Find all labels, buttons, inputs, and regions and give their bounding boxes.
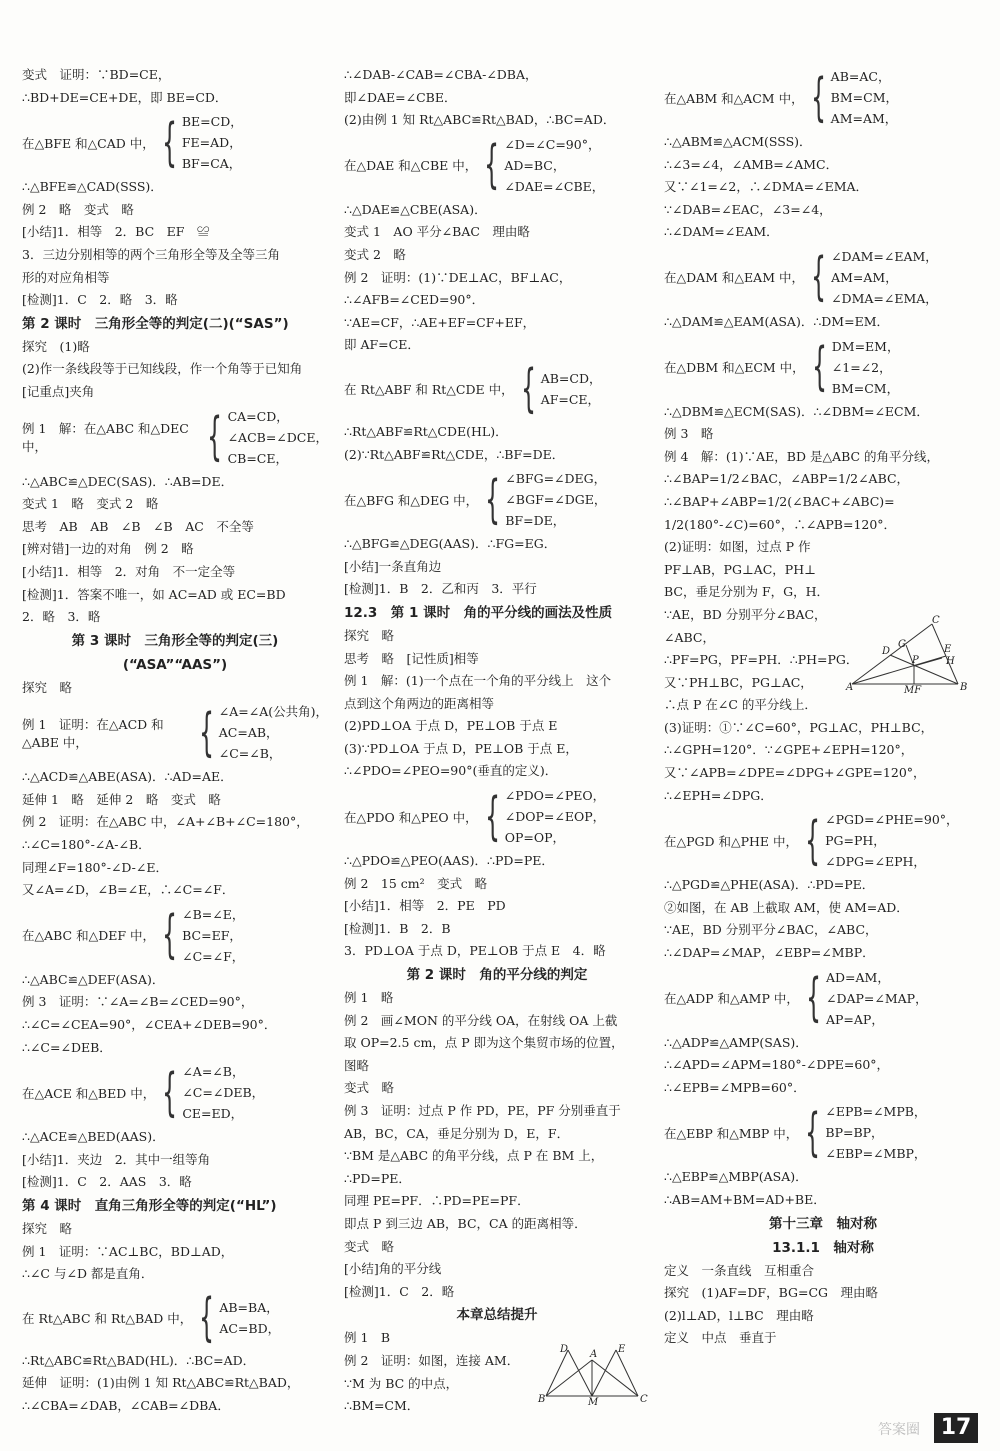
- text-line: 同理 PE=PF．∴PD=PE=PF．: [344, 1193, 530, 1209]
- brace-icon: {: [162, 905, 178, 966]
- system-intro: 在△BFE 和△CAD 中，: [22, 135, 155, 151]
- text-line: ∴PF=PG，PF=PH．∴PH=PG．: [664, 652, 859, 668]
- section-heading: 第 2 课时 三角形全等的判定(二)(“SAS”): [22, 315, 289, 332]
- system-line: AF=CE，: [540, 391, 601, 407]
- svg-text:C: C: [932, 615, 940, 626]
- text-line: ∴∠EPH=∠DPG．: [664, 787, 773, 803]
- system-intro: 在△ABC 和△DEF 中，: [22, 928, 156, 944]
- text-line: ∴△DAM≌△EAM(ASA)．∴DM=EM．: [664, 313, 889, 329]
- system-line: BM=CM，: [831, 380, 900, 396]
- text-line: 变式 证明：∵BD=CE，: [22, 67, 171, 82]
- text-line: 3．三边分别相等的两个三角形全等及全等三角: [22, 246, 280, 262]
- text-line: 又∵PH⊥BC，PG⊥AC，: [664, 674, 813, 690]
- equation-system: [22, 406, 328, 469]
- svg-text:MF: MF: [904, 685, 922, 696]
- system-line: ∠A=∠A(公共角)，: [218, 704, 328, 720]
- text-line: 例 3 证明：∵∠A=∠B=∠CED=90°，: [22, 994, 254, 1010]
- text-line: 例 2 15 cm² 变式 略: [344, 875, 488, 891]
- text-line: 例 2 证明：如图，连接 AM．: [344, 1352, 520, 1368]
- system-intro: 在△ADP 和△AMP 中，: [664, 991, 799, 1007]
- text-line: ∴△ABM≌△ACM(SSS)．: [664, 134, 812, 149]
- equation-system: [664, 967, 982, 1030]
- equation-system: [664, 809, 982, 872]
- brace-icon: {: [805, 810, 821, 871]
- text-line: [小结]1．相等 2．BC EF ≌: [22, 224, 210, 240]
- system-line: ∠D=∠C=90°，: [504, 136, 601, 152]
- svg-text:B: B: [960, 682, 968, 693]
- text-line: ∴△ACD≌△ABE(ASA)．∴AD=AE．: [22, 769, 233, 785]
- system-line: ∠DAE=∠CBE，: [504, 178, 605, 194]
- text-line: 即∠DAE=∠CBE．: [344, 89, 457, 105]
- section-heading: 本章总结提升: [456, 1307, 538, 1324]
- brace-icon: {: [199, 1287, 215, 1348]
- text-line: ∴∠C=∠DEB．: [22, 1039, 112, 1055]
- text-line: 3．PD⊥OA 于点 D，PE⊥OB 于点 E 4．略: [344, 943, 606, 959]
- text-line: 变式 略: [344, 1238, 395, 1254]
- text-line: 变式 略: [344, 1080, 395, 1096]
- text-line: [小结]一条直角边: [344, 558, 442, 574]
- text-line: ∴点 P 在∠C 的平分线上．: [664, 697, 817, 713]
- text-line: ∴∠APD=∠APM=180°-∠DPE=60°，: [664, 1057, 890, 1073]
- triangle-figure-bdec: [538, 1344, 648, 1406]
- system-line: AM=AM，: [831, 269, 898, 285]
- text-line: 探究 (1)AF=DF，BG=CG 理由略: [664, 1285, 879, 1301]
- system-intro: 在△DBM 和△ECM 中，: [664, 360, 805, 376]
- text-line: 例 2 证明：(1)∵DE⊥AC，BF⊥AC，: [344, 269, 572, 285]
- text-line: 例 3 证明：过点 P 作 PD，PE，PF 分别垂直于: [344, 1103, 621, 1118]
- svg-text:E: E: [618, 1344, 626, 1355]
- system-line: BP=BP，: [825, 1125, 884, 1141]
- system-line: ∠BFG=∠DEG，: [505, 471, 607, 487]
- equation-system: [664, 246, 982, 309]
- column-left: [22, 64, 328, 1431]
- text-line: ∴∠EPB=∠MPB=60°．: [664, 1079, 806, 1095]
- equation-system: [22, 904, 328, 967]
- text-line: ∵BM 是△ABC 的角平分线，点 P 在 BM 上，: [344, 1148, 604, 1164]
- text-line: 例 1 证明：∵AC⊥BC，BD⊥AD，: [22, 1243, 234, 1259]
- system-line: AB=CD，: [540, 370, 602, 386]
- system-intro: 在△PGD 和△PHE 中，: [664, 833, 799, 849]
- system-intro: 在△ACE 和△BED 中，: [22, 1085, 156, 1101]
- text-line: ∵AE=CF，∴AE+EF=CF+EF，: [344, 314, 536, 330]
- system-line: ∠A=∠B，: [182, 1064, 245, 1080]
- equation-system: [664, 1101, 982, 1164]
- text-line: ∴△ABC≌△DEC(SAS)．∴AB=DE．: [22, 473, 234, 489]
- text-line: ∴△ADP≌△AMP(SAS)．: [664, 1034, 808, 1050]
- text-line: (2)∵Rt△ABF≌Rt△CDE，∴BF=DE．: [344, 446, 565, 462]
- text-line: ∴∠GPH=120°．∵∠GPE+∠EPH=120°，: [664, 742, 914, 758]
- text-line: [检测]1．B 2．乙和丙 3．平行: [344, 581, 537, 597]
- system-line: ∠EPB=∠MPB，: [825, 1104, 927, 1120]
- system-intro: 在 Rt△ABC 和 Rt△BAD 中，: [22, 1310, 193, 1326]
- brace-icon: {: [810, 67, 826, 128]
- text-line: ∴∠C 与∠D 都是直角．: [22, 1266, 154, 1282]
- system-intro: 在△DAM 和△EAM 中，: [664, 270, 804, 286]
- text-line: ∴∠DAM=∠EAM．: [664, 224, 779, 240]
- text-line: ∵AE，BD 分别平分∠BAC，∠ABC，: [664, 922, 878, 938]
- brace-icon: {: [811, 337, 827, 398]
- equation-system: [664, 336, 982, 399]
- text-line: ∴∠CBA=∠DAB，∠CAB=∠DBA．: [22, 1397, 230, 1413]
- text-line: ②如图，在 AB 上截取 AM，使 AM=AD．: [664, 899, 909, 915]
- text-line: [辨对错]一边的对角 例 2 略: [22, 541, 194, 557]
- brace-icon: {: [805, 1102, 821, 1163]
- column-right: [664, 64, 982, 1431]
- system-intro: 例 1 解：在△ABC 和△DEC 中，: [22, 421, 189, 455]
- text-line: PF⊥AB，PG⊥AC，PH⊥: [664, 561, 816, 577]
- text-line: 例 4 解：(1)∵AE，BD 是△ABC 的角平分线，: [664, 448, 940, 464]
- system-line: AP=AP，: [825, 1011, 884, 1027]
- section-heading: 第 3 课时 三角形全等的判定(三): [71, 632, 279, 649]
- system-intro: 在 Rt△ABF 和 Rt△CDE 中，: [344, 381, 514, 397]
- text-line: 例 2 证明：在△ABC 中，∠A+∠B+∠C=180°，: [22, 814, 309, 830]
- system-line: AB=AC，: [830, 69, 891, 84]
- text-line: 1/2(180°-∠C)=60°，∴∠APB=120°．: [664, 516, 897, 532]
- text-line: ∴PD=PE．: [344, 1170, 411, 1186]
- text-line: 例 1 略: [344, 990, 394, 1006]
- text-line: ∴△EBP≌△MBP(ASA)．: [664, 1169, 808, 1185]
- text-line: 探究 略: [22, 679, 73, 695]
- svg-text:A: A: [846, 682, 854, 693]
- text-line: [检测]1．C 2．略: [344, 1283, 455, 1299]
- text-line: ∴∠DAP=∠MAP，∠EBP=∠MBP．: [664, 945, 875, 961]
- system-intro: 在△DAE 和△CBE 中，: [344, 158, 478, 174]
- text-line: 又∵∠APB=∠DPE=∠DPG+∠GPE=120°，: [664, 765, 926, 781]
- text-line: ∴∠DAB-∠CAB=∠CBA-∠DBA，: [344, 67, 538, 82]
- text-line: ∴△ACE≌△BED(AAS)．: [22, 1129, 165, 1145]
- text-line: 延伸 1 略 延伸 2 略 变式 略: [22, 791, 221, 807]
- brace-icon: {: [484, 135, 500, 196]
- system-intro: 在△EBP 和△MBP 中，: [664, 1125, 799, 1141]
- watermark: 答案圈: [878, 1422, 920, 1438]
- brace-icon: {: [161, 112, 177, 173]
- system-line: DM=EM，: [831, 338, 900, 354]
- text-line: ∴∠C=∠CEA=90°，∠CEA+∠DEB=90°．: [22, 1017, 277, 1033]
- brace-icon: {: [198, 702, 214, 763]
- system-line: AD=AM，: [825, 969, 890, 985]
- text-line: 探究 略: [22, 1221, 73, 1236]
- system-line: FE=AD，: [181, 135, 242, 151]
- system-line: CA=CD，: [227, 408, 289, 424]
- text-line: 定义 一条直线 互相重合: [664, 1262, 815, 1278]
- text-line: ∴BD+DE=CE+DE，即 BE=CD．: [22, 89, 228, 105]
- text-line: ∴∠PDO=∠PEO=90°(垂直的定义)．: [344, 763, 558, 779]
- text-line: ∴∠C=180°-∠A-∠B．: [22, 837, 151, 853]
- brace-icon: {: [805, 968, 821, 1029]
- text-line: ∴△PGD≌△PHE(ASA)．∴PD=PE．: [664, 877, 875, 893]
- section-heading: 第 4 课时 直角三角形全等的判定(“HL”): [22, 1198, 277, 1214]
- text-line: 又∵∠1=∠2，∴∠DMA=∠EMA．: [664, 179, 869, 195]
- system-line: ∠1=∠2，: [831, 359, 892, 375]
- brace-icon: {: [162, 1062, 178, 1123]
- brace-icon: {: [484, 786, 500, 847]
- system-line: PG=PH，: [825, 833, 886, 849]
- text-line: [检测]1．B 2．B: [344, 920, 451, 936]
- text-line: AB，BC，CA，垂足分别为 D，E，F．: [344, 1125, 570, 1141]
- text-line: 点到这个角两边的距离相等: [344, 695, 495, 711]
- section-heading: 第 2 课时 角的平分线的判定: [406, 967, 588, 984]
- system-intro: 在△PDO 和△PEO 中，: [344, 809, 478, 825]
- text-line: 探究 (1)略: [22, 338, 90, 354]
- text-line: ∴∠BAP+∠ABP=1/2(∠BAC+∠ABC)=: [664, 493, 895, 509]
- text-line: ∴△ABC≌△DEF(ASA)．: [22, 971, 165, 987]
- system-line: AB=BA，: [219, 1299, 279, 1315]
- text-line: 又∠A=∠D，∠B=∠E，∴∠C=∠F．: [22, 882, 235, 898]
- system-intro: 在△ABM 和△ACM 中，: [664, 90, 804, 106]
- text-line: ∴△BFE≌△CAD(SSS)．: [22, 179, 163, 195]
- system-line: AC=BD，: [219, 1320, 281, 1336]
- text-line: ∵AE，BD 分别平分∠BAC，: [664, 606, 827, 622]
- text-line: 思考 AB AB ∠B ∠B AC 不全等: [22, 518, 254, 534]
- system-line: AM=AM，: [830, 111, 898, 126]
- text-line: ∴△PDO≌△PEO(AAS)．∴PD=PE．: [344, 853, 554, 869]
- text-line: ∴Rt△ABC≌Rt△BAD(HL)．∴BC=AD．: [22, 1352, 256, 1368]
- text-line: 例 1 解：(1)一个点在一个角的平分线上 这个: [344, 673, 612, 689]
- text-line: 取 OP=2.5 cm，点 P 即为这个集贸市场的位置，: [344, 1035, 624, 1051]
- system-line: ∠PDO=∠PEO，: [504, 788, 606, 804]
- system-line: ∠DAM=∠EAM，: [831, 248, 938, 264]
- section-heading: 第十三章 轴对称: [769, 1215, 877, 1232]
- text-line: 探究 略: [344, 627, 395, 643]
- svg-text:D: D: [560, 1344, 569, 1355]
- equation-system: [22, 1288, 328, 1348]
- text-line: 即点 P 到三边 AB，BC，CA 的距离相等．: [344, 1215, 587, 1231]
- system-line: ∠C=∠F，: [182, 948, 245, 964]
- text-line: ∴∠3=∠4，∠AMB=∠AMC．: [664, 156, 839, 172]
- system-intro: 例 1 证明：在△ACD 和△ABE 中，: [22, 716, 164, 750]
- system-line: AC=AB，: [218, 725, 279, 741]
- svg-text:D: D: [882, 646, 891, 657]
- brace-icon: {: [520, 358, 536, 419]
- text-line: 定义 中点 垂直于: [664, 1330, 777, 1346]
- text-line: (2)证明：如图，过点 P 作: [664, 539, 811, 555]
- text-line: 例 2 画∠MON 的平分线 OA，在射线 OA 上截: [344, 1012, 618, 1028]
- equation-system: [344, 134, 650, 197]
- system-line: ∠DMA=∠EMA，: [831, 290, 938, 306]
- text-line: ∴∠AFB=∠CED=90°．: [344, 292, 485, 308]
- text-line: 变式 1 略 变式 2 略: [22, 496, 159, 512]
- text-line: (3)证明：①∵∠C=60°，PG⊥AC，PH⊥BC，: [664, 719, 934, 735]
- system-line: ∠EBP=∠MBP，: [825, 1146, 927, 1162]
- column-middle: [344, 64, 650, 1431]
- text-line: [小结]1．相等 2．对角 不一定全等: [22, 563, 236, 579]
- equation-system: [22, 701, 328, 764]
- svg-text:H: H: [946, 656, 955, 667]
- brace-icon: {: [485, 469, 501, 530]
- system-line: BC=EF，: [182, 927, 242, 943]
- text-line: [记重点]夹角: [22, 383, 95, 399]
- text-line: ∵∠DAB=∠EAC，∠3=∠4，: [664, 201, 832, 217]
- text-line: ∴△DAE≌△CBE(ASA)．: [344, 201, 487, 217]
- equation-system: [22, 1061, 328, 1124]
- system-line: ∠DAP=∠MAP，: [825, 990, 928, 1006]
- svg-text:E: E: [944, 644, 952, 655]
- text-line: ∴AB=AM+BM=AD+BE．: [664, 1192, 826, 1207]
- equation-system: [22, 111, 328, 174]
- brace-icon: {: [811, 247, 826, 308]
- system-line: ∠ACB=∠DCE，: [227, 429, 328, 445]
- text-line: 图略: [344, 1057, 370, 1073]
- brace-icon: {: [207, 407, 223, 468]
- svg-text:C: C: [640, 1394, 648, 1405]
- svg-text:G: G: [898, 639, 906, 650]
- text-line: 例 2 略 变式 略: [22, 201, 134, 217]
- system-line: CE=ED，: [182, 1106, 244, 1122]
- text-line: 即 AF=CE．: [344, 337, 420, 353]
- text-line: ∴Rt△ABF≌Rt△CDE(HL)．: [344, 423, 508, 439]
- system-line: ∠DOP=∠EOP，: [504, 809, 606, 825]
- text-line: 思考 略 [记性质]相等: [344, 650, 479, 666]
- text-line: (2)作一条线段等于已知线段，作一个角等于已知角: [22, 361, 303, 377]
- system-line: BF=CA，: [181, 156, 242, 172]
- text-line: [小结]角的平分线: [344, 1261, 442, 1277]
- system-line: OP=OP，: [504, 830, 566, 846]
- text-line: ∠ABC，: [664, 629, 715, 645]
- equation-system: [344, 785, 650, 848]
- svg-text:P: P: [912, 655, 919, 666]
- text-line: (2)PD⊥OA 于点 D，PE⊥OB 于点 E: [344, 718, 558, 734]
- section-heading: 13.1.1 轴对称: [772, 1239, 874, 1256]
- system-line: AD=BC，: [504, 157, 566, 173]
- svg-text:B: B: [538, 1394, 546, 1405]
- system-intro: 在△BFG 和△DEG 中，: [344, 492, 479, 508]
- svg-text:M: M: [588, 1397, 599, 1408]
- system-line: BF=DE，: [505, 513, 566, 529]
- system-line: ∠DPG=∠EPH，: [825, 854, 926, 870]
- page-number: 17: [934, 1413, 978, 1443]
- system-line: BE=CD，: [181, 114, 243, 130]
- text-line: ∵M 为 BC 的中点，: [344, 1375, 459, 1391]
- text-line: [检测]1．C 2．AAS 3．略: [22, 1174, 192, 1190]
- system-line: ∠PGD=∠PHE=90°，: [825, 812, 959, 828]
- text-line: [小结]1．相等 2．PE PD: [344, 898, 506, 914]
- system-line: ∠B=∠E，: [182, 906, 245, 922]
- text-line: [检测]1．答案不唯一，如 AC=AD 或 EC=BD: [22, 586, 286, 602]
- system-line: BM=CM，: [830, 90, 898, 105]
- text-line: 形的对应角相等: [22, 269, 110, 285]
- text-line: 延伸 证明：(1)由例 1 知 Rt△ABC≌Rt△BAD，: [22, 1375, 300, 1391]
- text-line: 同理∠F=180°-∠D-∠E．: [22, 859, 169, 875]
- text-line: [小结]1．夹边 2．其中一组等角: [22, 1151, 211, 1167]
- system-line: CB=CE，: [227, 450, 288, 466]
- text-line: (3)∵PD⊥OA 于点 D，PE⊥OB 于点 E，: [344, 740, 578, 756]
- text-line: (2)由例 1 知 Rt△ABC≌Rt△BAD，∴BC=AD．: [344, 112, 616, 128]
- text-line: ∴BM=CM．: [344, 1398, 420, 1414]
- section-heading: (“ASA”“AAS”): [122, 656, 228, 673]
- text-line: ∴∠BAP=1/2∠BAC，∠ABP=1/2∠ABC，: [664, 471, 910, 487]
- text-line: (2)l⊥AD，l⊥BC 理由略: [664, 1307, 814, 1323]
- text-line: 例 3 略: [664, 426, 714, 442]
- text-line: [检测]1．C 2．略 3．略: [22, 292, 178, 308]
- text-line: BC，垂足分别为 F，G，H．: [664, 584, 830, 600]
- svg-text:A: A: [590, 1349, 598, 1360]
- system-line: ∠C=∠DEB，: [182, 1085, 265, 1101]
- system-line: ∠C=∠B，: [218, 746, 282, 762]
- text-line: 2．略 3．略: [22, 609, 101, 625]
- system-line: ∠BGF=∠DGE，: [505, 492, 607, 508]
- text-line: 例 1 B: [344, 1330, 391, 1346]
- text-line: ∴△DBM≌△ECM(SAS)．∴∠DBM=∠ECM．: [664, 403, 929, 419]
- text-line: 变式 2 略: [344, 246, 406, 262]
- section-heading: 12.3 第 1 课时 角的平分线的画法及性质: [344, 604, 613, 621]
- equation-system: [664, 66, 982, 129]
- text-line: ∴△BFG≌△DEG(AAS)．∴FG=EG．: [344, 536, 557, 552]
- equation-system: [344, 468, 650, 531]
- text-line: 变式 1 AO 平分∠BAC 理由略: [344, 224, 530, 240]
- equation-system: [344, 359, 650, 419]
- triangle-figure-abc: [846, 615, 968, 696]
